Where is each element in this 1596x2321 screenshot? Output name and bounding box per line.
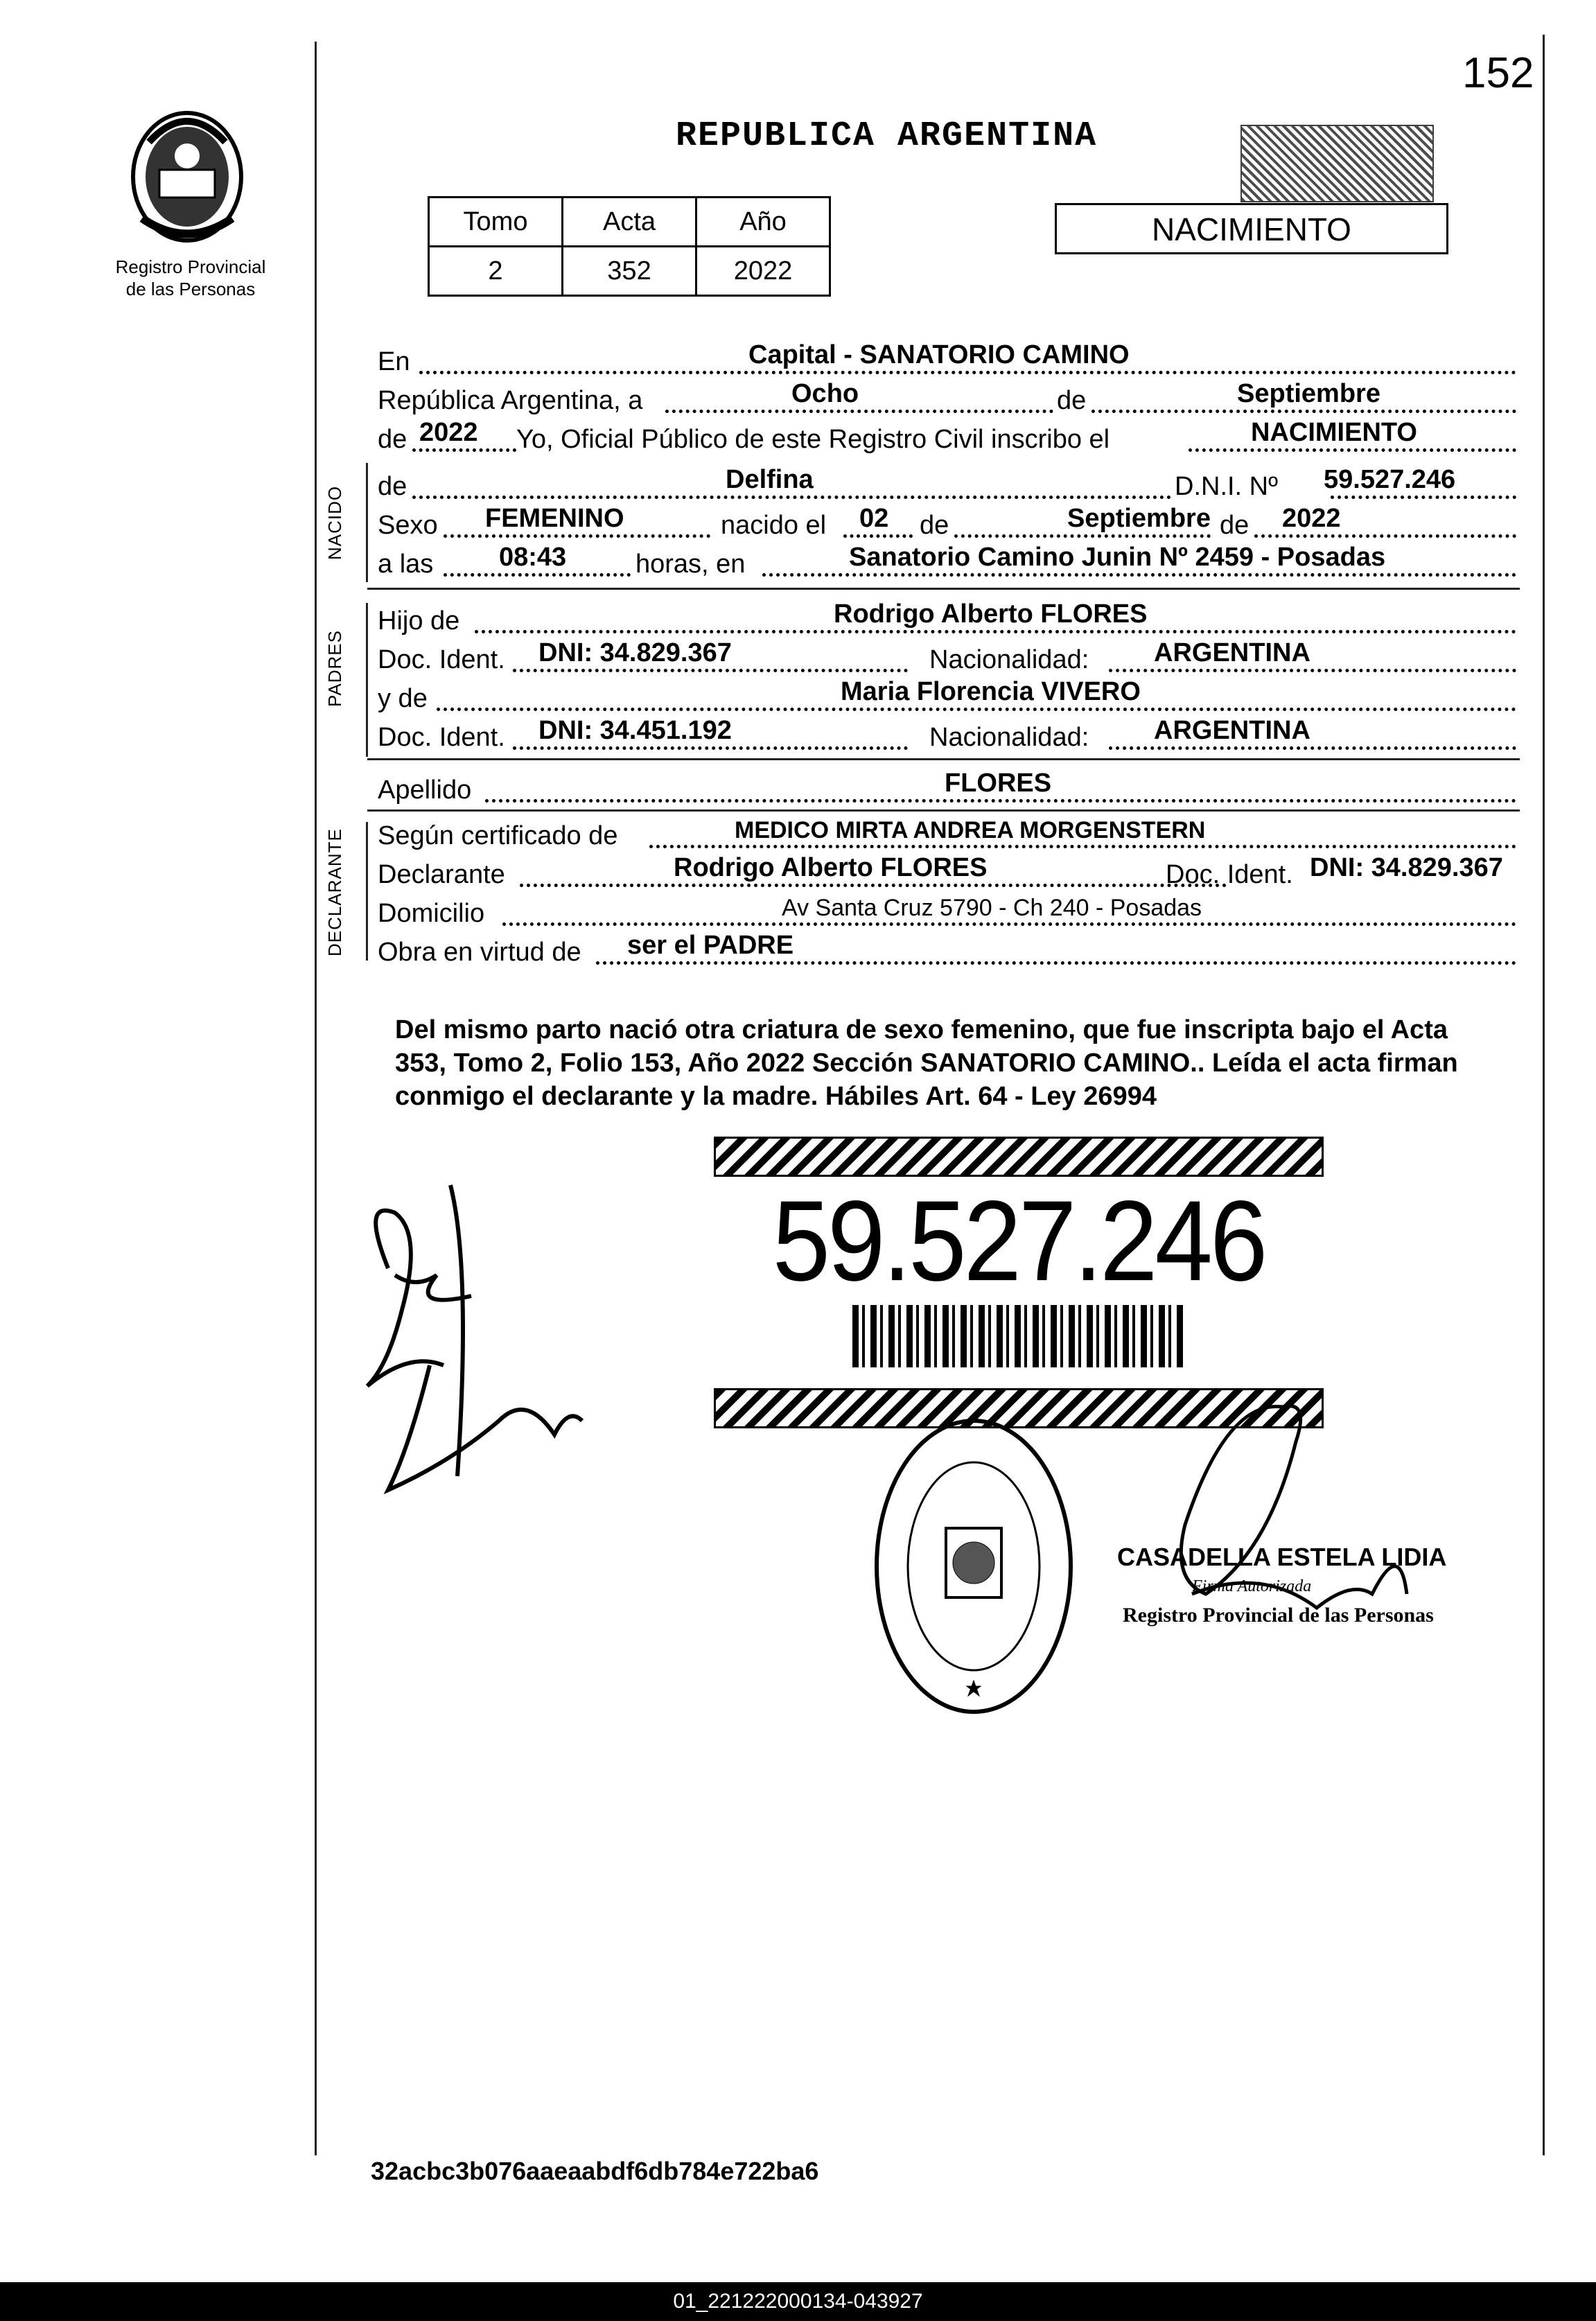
label-hijo-de: Hijo de [378, 606, 460, 636]
security-hologram [1240, 125, 1434, 202]
doc-type-label: NACIMIENTO [1152, 211, 1351, 247]
stamp-org: Registro Provincial de las Personas [1123, 1604, 1434, 1627]
label-de-nombre: de [378, 472, 407, 501]
separator-1 [367, 588, 1520, 590]
label-doc-ident2: Doc. Ident. [378, 723, 505, 752]
label-segun: Según certificado de [378, 821, 618, 850]
value-padre: Rodrigo Alberto FLORES [834, 599, 1148, 629]
country-title: REPUBLICA ARGENTINA [676, 116, 1098, 156]
label-yo: Yo, Oficial Público de este Registro Civil inscribo el [516, 425, 1110, 454]
label-de-anio2: de [1220, 511, 1249, 540]
label-y-de: y de [378, 684, 428, 713]
label-domicilio: Domicilio [378, 899, 485, 928]
value-apellido: FLORES [945, 769, 1052, 798]
label-doc-ident3: Doc. Ident. [1166, 860, 1293, 889]
label-en: En [378, 347, 410, 376]
row-padre [378, 600, 1516, 639]
official-oval-stamp [870, 1414, 1078, 1719]
stamp-title: Firma Autorizada [1192, 1577, 1312, 1595]
org-name-line1: Registro Provincial [115, 256, 266, 277]
side-label-declarante: DECLARANTE [324, 828, 345, 956]
value-nac-dia: 02 [859, 504, 889, 533]
label-nacionalidad2: Nacionalidad: [929, 723, 1089, 752]
value-domicilio: Av Santa Cruz 5790 - Ch 240 - Posadas [782, 895, 1202, 921]
value-mes: Septiembre [1237, 379, 1380, 408]
value-obra: ser el PADRE [627, 931, 794, 960]
value-madre-doc: DNI: 34.451.192 [538, 716, 732, 745]
value-anio: 2022 [419, 418, 478, 447]
value-dni: 59.527.246 [1324, 465, 1456, 494]
value-lugar-nac: Sanatorio Camino Junin Nº 2459 - Posadas [849, 543, 1386, 572]
value-madre: Maria Florencia VIVERO [841, 677, 1141, 706]
row-fecha [378, 380, 1516, 419]
label-declarante: Declarante [378, 860, 505, 889]
label-de-mes: de [920, 511, 949, 540]
label-sexo: Sexo [378, 511, 438, 540]
value-nac-anio: 2022 [1282, 504, 1341, 533]
label-a-las: a las [378, 550, 434, 579]
right-margin-line [1543, 35, 1545, 2155]
row-anio-acto [378, 419, 1516, 457]
side-label-padres: PADRES [324, 630, 345, 707]
folio-number: 152 [1462, 49, 1534, 97]
declarant-signature [347, 1157, 596, 1518]
doc-type-box [1055, 203, 1448, 254]
value-nac-mes: Septiembre [1067, 504, 1211, 533]
label-dni: D.N.I. Nº [1175, 472, 1278, 501]
label-de: de [1057, 386, 1087, 415]
value-madre-nac: ARGENTINA [1154, 716, 1310, 745]
padres-bracket [366, 603, 368, 757]
row-apellido [378, 769, 1516, 808]
nacido-bracket [366, 463, 368, 582]
row-lugar [378, 341, 1516, 380]
row-sexo [378, 505, 1516, 543]
org-name-line2: de las Personas [125, 279, 256, 299]
registry-header-anio: Año [696, 198, 830, 247]
row-padre-doc [378, 639, 1516, 678]
stamp-name: CASADELLA ESTELA LIDIA [1117, 1543, 1447, 1571]
value-certificado: MEDICO MIRTA ANDREA MORGENSTERN [735, 817, 1206, 843]
label-nacionalidad: Nacionalidad: [929, 645, 1089, 674]
row-obra [378, 931, 1516, 970]
left-margin-line [315, 42, 317, 2155]
value-padre-doc: DNI: 34.829.367 [538, 638, 732, 667]
label-nacido-el: nacido el [721, 511, 827, 540]
province-crest-logo [121, 100, 253, 246]
label-republica: República Argentina, a [378, 386, 643, 415]
value-nombre: Delfina [726, 465, 814, 494]
row-madre-doc [378, 717, 1516, 755]
footer-id: 01_221222000134-043927 [673, 2290, 923, 2313]
side-label-nacido: NACIDO [324, 485, 345, 560]
label-horas-en: horas, en [635, 550, 746, 579]
label-apellido: Apellido [378, 776, 472, 805]
value-declarante: Rodrigo Alberto FLORES [674, 853, 988, 882]
value-dia: Ocho [791, 379, 859, 408]
registry-header-tomo: Tomo [429, 198, 563, 247]
value-lugar: Capital - SANATORIO CAMINO [748, 340, 1130, 369]
value-padre-nac: ARGENTINA [1154, 638, 1310, 667]
registry-table [428, 196, 831, 297]
value-sexo: FEMENINO [485, 504, 624, 533]
declarante-bracket [366, 822, 368, 961]
barcode-block [714, 1137, 1324, 1428]
barcode-number: 59.527.246 [772, 1176, 1265, 1305]
registry-header-acta: Acta [563, 198, 696, 247]
row-declarante [378, 854, 1516, 893]
registry-value-tomo: 2 [429, 247, 563, 296]
document-hash: 32acbc3b076aaeaabdf6db784e722ba6 [371, 2157, 819, 2185]
row-certificado [378, 815, 1516, 854]
separator-3 [367, 809, 1520, 812]
value-acto: NACIMIENTO [1251, 418, 1417, 447]
security-band-top [714, 1137, 1324, 1177]
label-de-anio: de [378, 425, 407, 454]
separator-2 [367, 758, 1520, 760]
row-domicilio [378, 893, 1516, 931]
registry-value-acta: 352 [563, 247, 696, 296]
footer-id-bar [0, 2282, 1596, 2321]
registry-value-anio: 2022 [696, 247, 830, 296]
observation-note: Del mismo parto nació otra criatura de sexo femenino, que fue inscripta bajo el Acta 353, Tomo 2, Folio 153, Año 2022 Sección SANATORIO CAMINO.. Leída el acta firman conmigo el declarante y la madre. Hábiles Art. 64 - Ley 26994 [395, 1015, 1458, 1111]
label-doc-ident: Doc. Ident. [378, 645, 505, 674]
row-madre [378, 678, 1516, 717]
value-hora: 08:43 [499, 543, 567, 572]
value-declarante-doc: DNI: 34.829.367 [1310, 853, 1503, 882]
row-nombre [378, 466, 1516, 505]
row-hora [378, 543, 1516, 582]
barcode-icon [852, 1305, 1185, 1367]
label-obra: Obra en virtud de [378, 938, 581, 967]
